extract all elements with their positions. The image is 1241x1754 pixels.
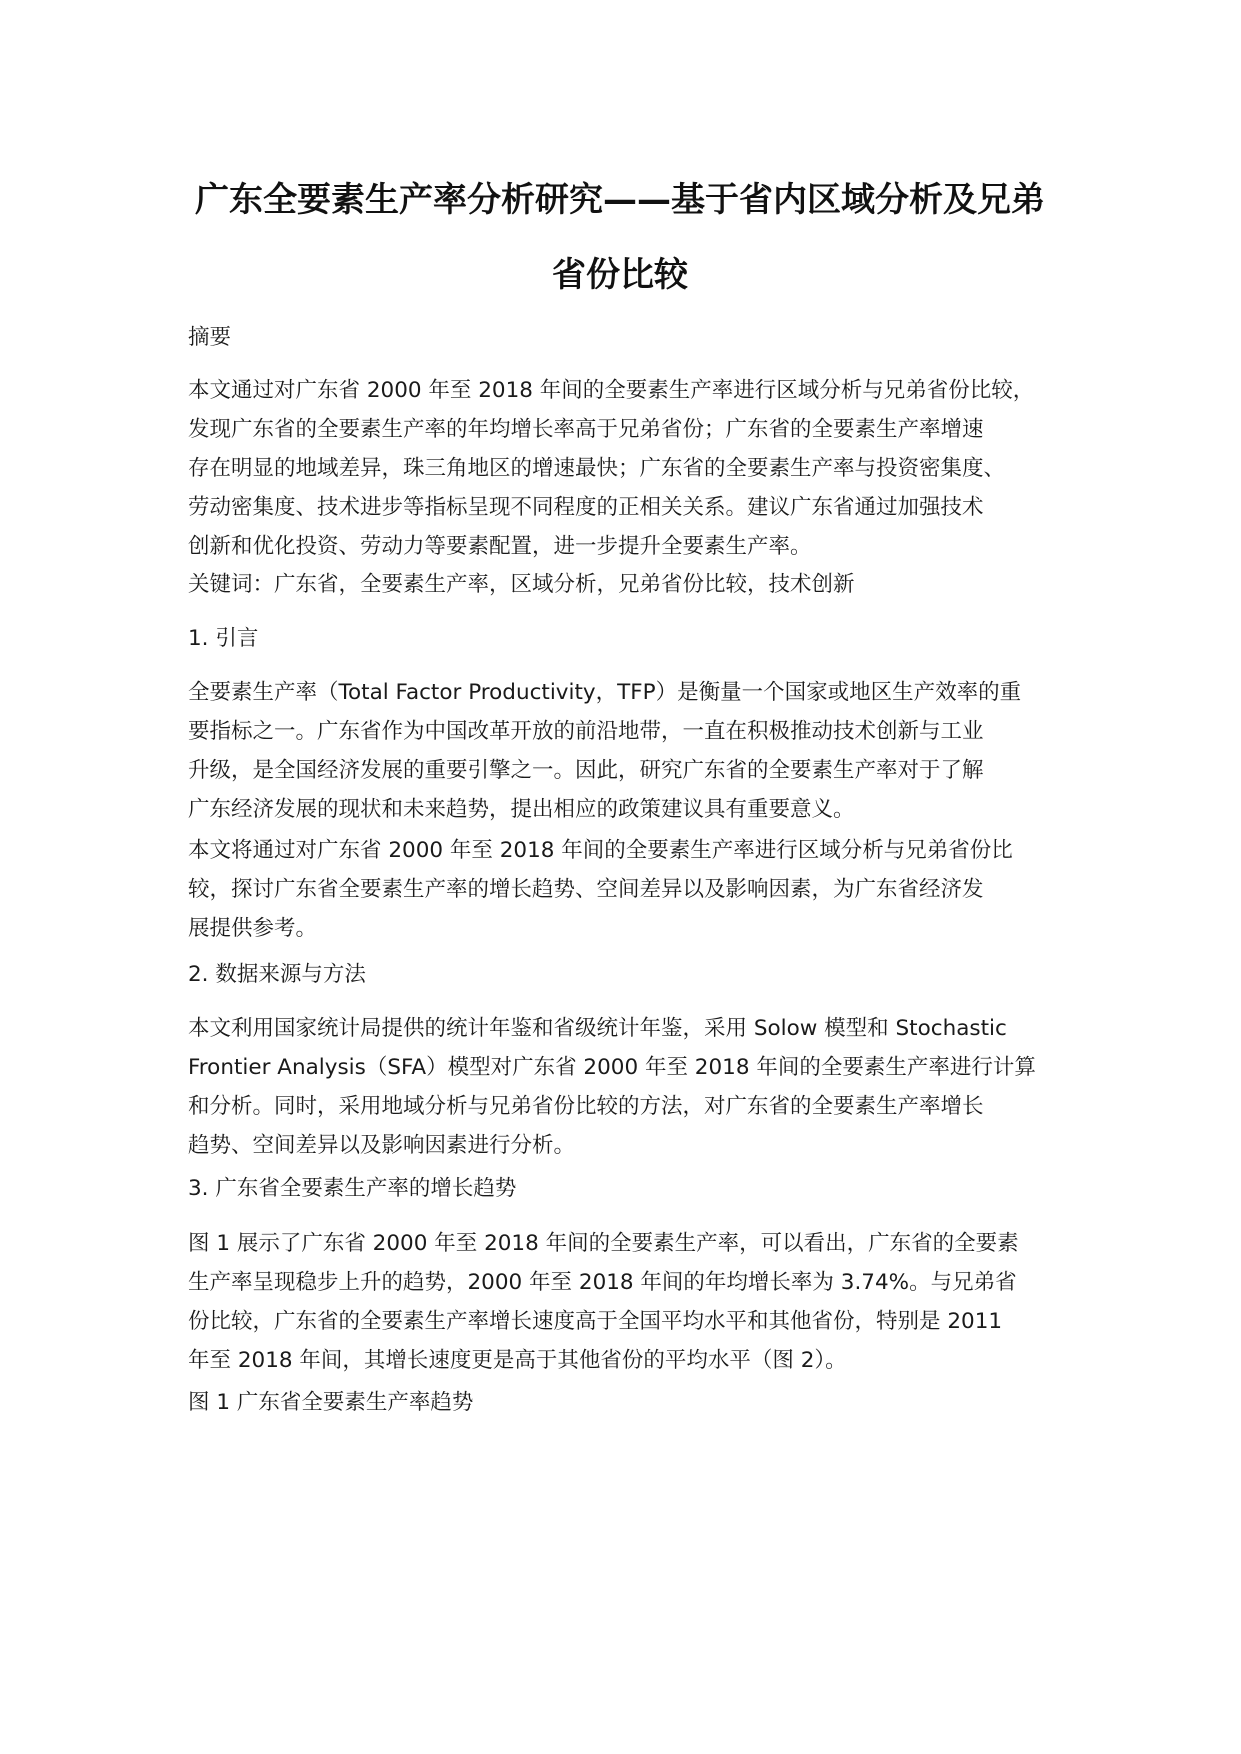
body-line: 年至 2018 年间，其增长速度更是高于其他省份的平均水平（图 2）。 xyxy=(188,1348,847,1373)
body-line: 本文将通过对广东省 2000 年至 2018 年间的全要素生产率进行区域分析与兄弟省份比 xyxy=(188,838,1013,863)
body-line: 升级，是全国经济发展的重要引擎之一。因此，研究广东省的全要素生产率对于了解 xyxy=(188,758,984,783)
section-1-paragraph-2 xyxy=(188,831,1088,948)
section-3-heading-text: 3. 广东省全要素生产率的增长趋势 xyxy=(188,1176,517,1201)
abstract-heading-text: 摘要 xyxy=(188,325,232,350)
body-line: 份比较，广东省的全要素生产率增长速度高于全国平均水平和其他省份，特别是 2011 xyxy=(188,1309,1003,1334)
abstract-line: 发现广东省的全要素生产率的年均增长率高于兄弟省份；广东省的全要素生产率增速 xyxy=(188,417,984,442)
paper-title-line-1: 广东全要素生产率分析研究——基于省内区域分析及兄弟 xyxy=(195,180,1045,220)
paper-title-line-2: 省份比较 xyxy=(552,255,688,295)
section-1-heading xyxy=(188,619,1088,658)
section-1-paragraph-1 xyxy=(188,673,1088,829)
body-line: 较，探讨广东省全要素生产率的增长趋势、空间差异以及影响因素，为广东省经济发 xyxy=(188,877,984,902)
section-2-paragraph-1 xyxy=(188,1009,1088,1165)
abstract-line: 劳动密集度、技术进步等指标呈现不同程度的正相关关系。建议广东省通过加强技术 xyxy=(188,495,984,520)
abstract-heading xyxy=(188,318,1088,357)
figure-1-caption xyxy=(188,1383,1088,1422)
figure-1-caption-text: 图 1 广东省全要素生产率趋势 xyxy=(188,1390,474,1415)
body-line: 趋势、空间差异以及影响因素进行分析。 xyxy=(188,1133,576,1158)
body-line: 生产率呈现稳步上升的趋势，2000 年至 2018 年间的年均增长率为 3.74%。与兄弟省 xyxy=(188,1270,1017,1295)
body-line: 本文利用国家统计局提供的统计年鉴和省级统计年鉴，采用 Solow 模型和 Stochastic xyxy=(188,1016,1007,1041)
body-line: Frontier Analysis（SFA）模型对广东省 2000 年至 2018 年间的全要素生产率进行计算 xyxy=(188,1055,1036,1080)
body-line: 和分析。同时，采用地域分析与兄弟省份比较的方法，对广东省的全要素生产率增长 xyxy=(188,1094,984,1119)
section-3-paragraph-1 xyxy=(188,1224,1088,1380)
body-line: 全要素生产率（Total Factor Productivity，TFP）是衡量一个国家或地区生产效率的重 xyxy=(188,680,1022,705)
abstract-line: 存在明显的地域差异，珠三角地区的增速最快；广东省的全要素生产率与投资密集度、 xyxy=(188,456,1006,481)
body-line: 广东经济发展的现状和未来趋势，提出相应的政策建议具有重要意义。 xyxy=(188,797,855,822)
body-line: 展提供参考。 xyxy=(188,916,318,941)
section-2-heading xyxy=(188,955,1088,994)
body-line: 图 1 展示了广东省 2000 年至 2018 年间的全要素生产率，可以看出，广东省的全要素 xyxy=(188,1231,1019,1256)
abstract-line: 创新和优化投资、劳动力等要素配置，进一步提升全要素生产率。 xyxy=(188,534,812,559)
section-3-heading xyxy=(188,1169,1088,1208)
body-line: 要指标之一。广东省作为中国改革开放的前沿地带，一直在积极推动技术创新与工业 xyxy=(188,719,984,744)
keywords-paragraph xyxy=(188,565,1088,604)
abstract-line: 本文通过对广东省 2000 年至 2018 年间的全要素生产率进行区域分析与兄弟省份比较， xyxy=(188,378,1035,403)
section-2-heading-text: 2. 数据来源与方法 xyxy=(188,962,366,987)
keywords-text: 关键词：广东省，全要素生产率，区域分析，兄弟省份比较，技术创新 xyxy=(188,572,855,597)
abstract-paragraph xyxy=(188,371,1088,566)
section-1-heading-text: 1. 引言 xyxy=(188,626,259,651)
